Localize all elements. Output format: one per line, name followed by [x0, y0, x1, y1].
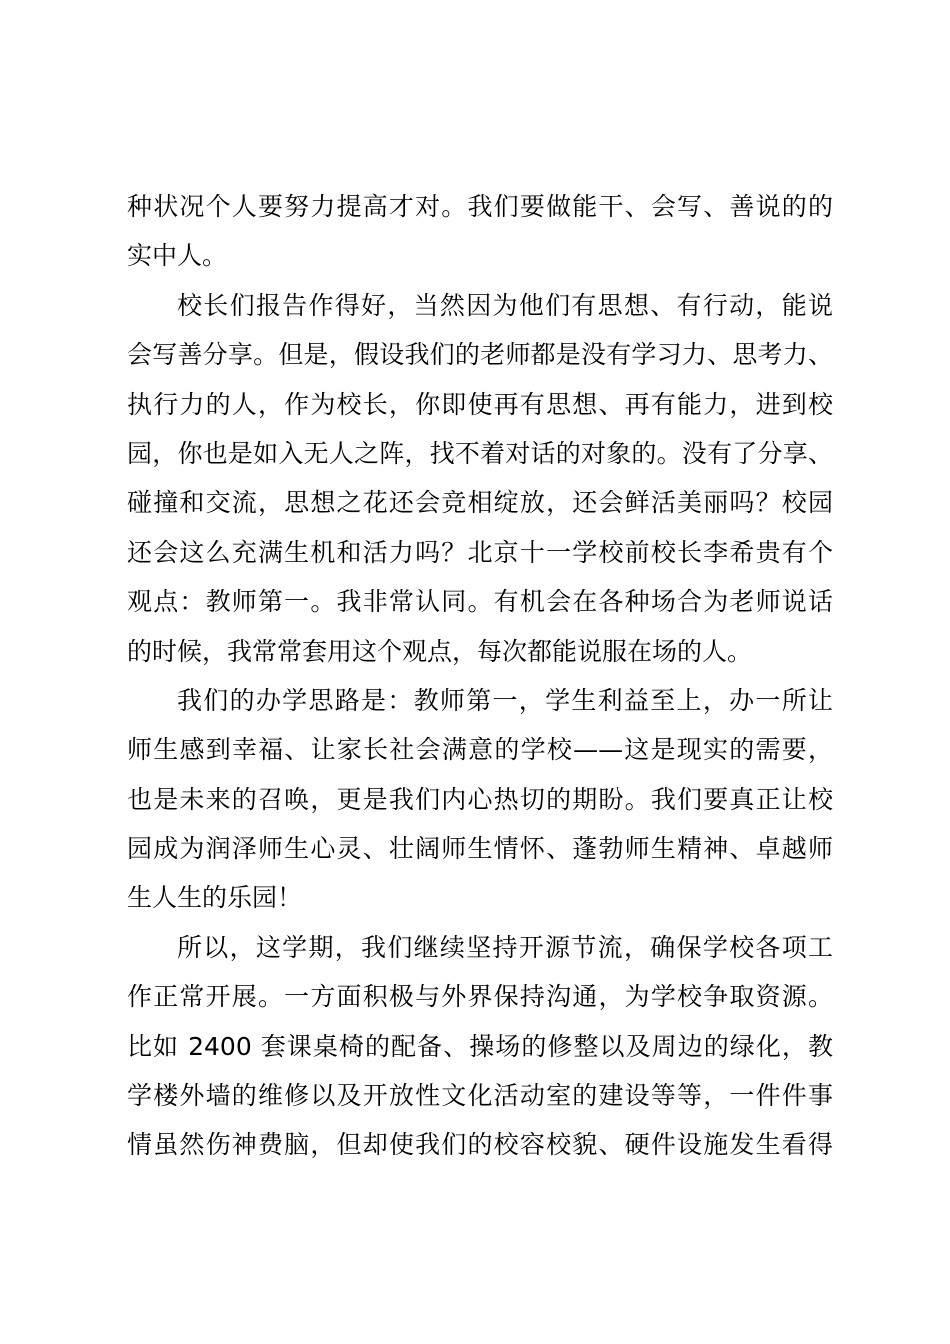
- text-line: 也是未来的召唤，更是我们内心热切的期盼。我们要真正让校: [127, 784, 833, 814]
- paragraph-first-line: 校长们报告作得好，当然因为他们有思想、有行动，能说: [177, 290, 833, 320]
- text-line: 园成为润泽师生心灵、壮阔师生情怀、蓬勃师生精神、卓越师: [127, 834, 833, 864]
- body-text: [127, 182, 833, 1170]
- text-line: 种状况个人要努力提高才对。我们要做能干、会写、善说的的: [127, 192, 833, 221]
- text-line: 还会这么充满生机和活力吗？北京十一学校前校长李希贵有个: [127, 537, 833, 567]
- text-line: 会写善分享。但是，假设我们的老师都是没有学习力、思考力、: [127, 340, 833, 370]
- text-line: 情虽然伤神费脑，但却使我们的校容校貌、硬件设施发生看得: [127, 1130, 833, 1160]
- text-line: 执行力的人，作为校长，你即使再有思想、再有能力，进到校: [127, 389, 833, 419]
- text-line: 实中人。: [127, 241, 228, 271]
- paragraph-first-line: 我们的办学思路是：教师第一，学生利益至上，办一所让: [177, 685, 833, 715]
- text-line: 作正常开展。一方面积极与外界保持沟通，为学校争取资源。: [127, 982, 833, 1012]
- text-line: 观点：教师第一。我非常认同。有机会在各种场合为老师说话: [127, 587, 833, 617]
- paragraph-first-line: 所以，这学期，我们继续坚持开源节流，确保学校各项工: [177, 932, 833, 962]
- text-line: 生人生的乐园！: [127, 883, 303, 913]
- text-line: 比如 2400 套课桌椅的配备、操场的修整以及周边的绿化，教: [127, 1031, 833, 1061]
- text-line: 师生感到幸福、让家长社会满意的学校——这是现实的需要，: [127, 735, 833, 765]
- text-line: 的时候，我常常套用这个观点，每次都能说服在场的人。: [127, 636, 753, 666]
- text-line: 碰撞和交流，思想之花还会竞相绽放，还会鲜活美丽吗？校园: [127, 488, 833, 518]
- text-line: 园，你也是如入无人之阵，找不着对话的对象的。没有了分享、: [127, 438, 833, 468]
- text-line: 学楼外墙的维修以及开放性文化活动室的建设等等，一件件事: [127, 1081, 833, 1111]
